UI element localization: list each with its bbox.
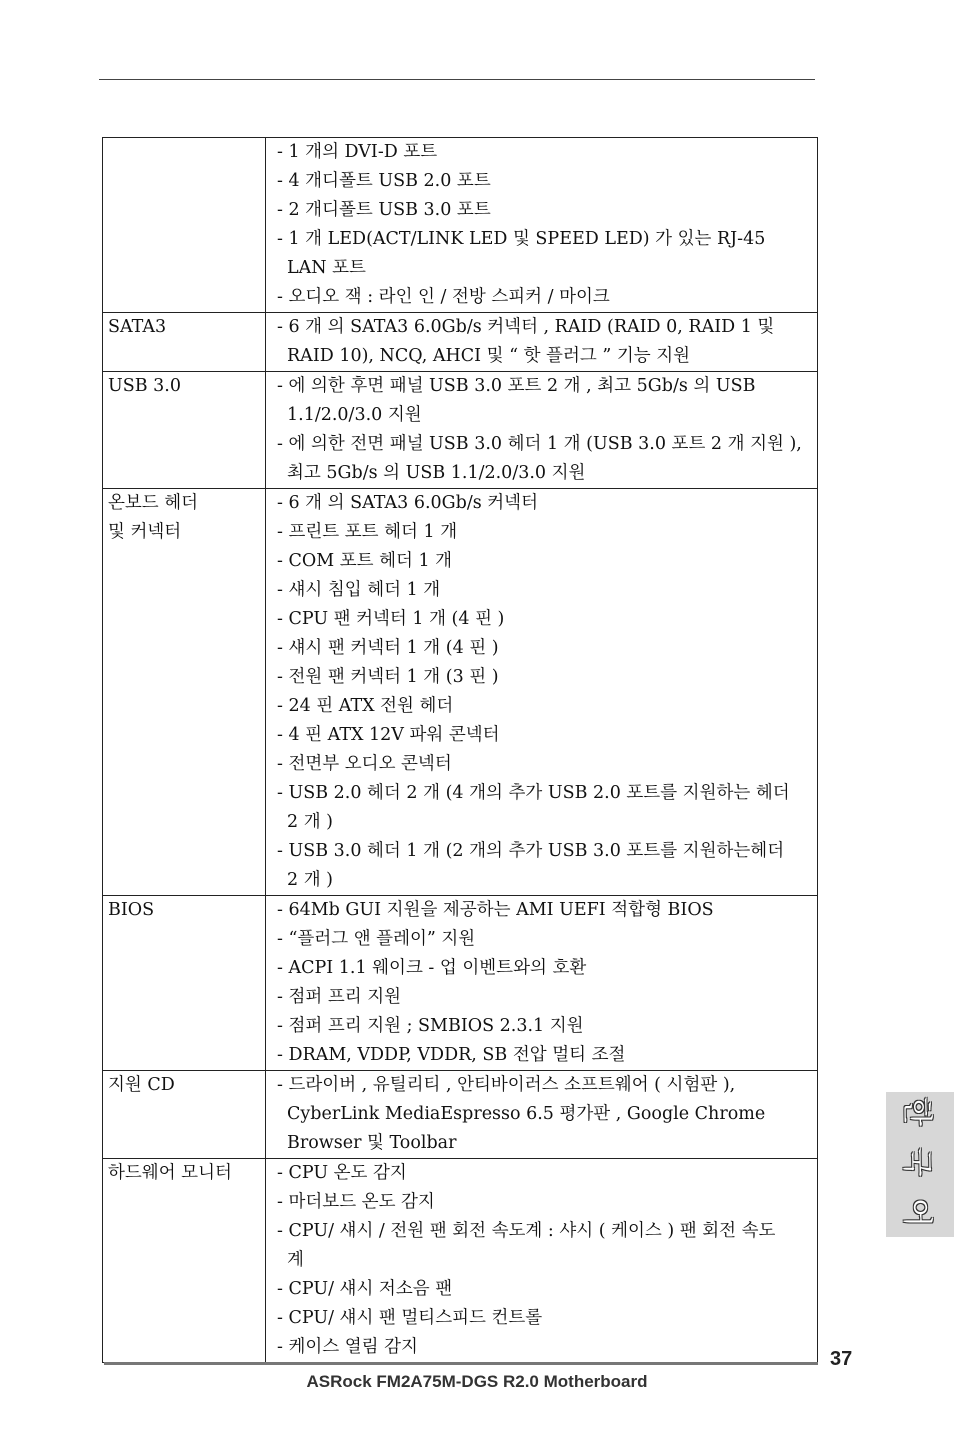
spec-line: - 섀시 팬 커넥터 1 개 (4 핀 ) (277, 638, 499, 658)
spec-label-cell (103, 313, 266, 372)
spec-line: - 4 핀 ATX 12V 파워 콘넥터 (277, 725, 500, 745)
spec-label-cell (103, 372, 266, 489)
spec-line: - 점퍼 프리 지원 (277, 987, 402, 1007)
spec-line: - 전원 팬 커넥터 1 개 (3 핀 ) (277, 667, 499, 687)
spec-line: - 에 의한 후면 패널 USB 3.0 포트 2 개 , 최고 5Gb/s 의 USB (277, 376, 756, 396)
spec-label: 지원 CD (108, 1075, 175, 1095)
spec-line: - CPU 팬 커넥터 1 개 (4 핀 ) (277, 609, 505, 629)
spec-line: 최고 5Gb/s 의 USB 1.1/2.0/3.0 지원 (287, 463, 586, 483)
spec-line: - 2 개디폴트 USB 3.0 포트 (277, 200, 491, 220)
spec-line: 1.1/2.0/3.0 지원 (287, 405, 422, 425)
spec-line: - 마더보드 온도 감지 (277, 1192, 435, 1212)
spec-line: - CPU/ 섀시 저소음 팬 (277, 1279, 453, 1299)
spec-line: RAID 10), NCQ, AHCI 및 “ 핫 플러그 ” 기능 지원 (287, 346, 691, 366)
spec-label: 하드웨어 모니터 (108, 1163, 232, 1183)
spec-line: - “플러그 앤 플레이” 지원 (277, 929, 476, 949)
footer-product-name: ASRock FM2A75M-DGS R2.0 Motherboard (306, 1372, 648, 1391)
spec-line: 계 (287, 1250, 304, 1270)
spec-row (103, 489, 818, 896)
spec-label: 및 커넥터 (108, 522, 182, 542)
spec-line: - USB 2.0 헤더 2 개 (4 개의 추가 USB 2.0 포트를 지원하는 헤더 (277, 783, 790, 803)
spec-value-cell (266, 138, 818, 313)
spec-label-cell (103, 138, 266, 313)
spec-line: - 에 의한 전면 패널 USB 3.0 헤더 1 개 (USB 3.0 포트 2 개 지원 ), (277, 434, 802, 454)
spec-label-cell (103, 1071, 266, 1159)
spec-value-cell (266, 313, 818, 372)
spec-line: - USB 3.0 헤더 1 개 (2 개의 추가 USB 3.0 포트를 지원하는헤더 (277, 841, 785, 861)
spec-line: - 프린트 포트 헤더 1 개 (277, 522, 458, 542)
spec-line: Browser 및 Toolbar (287, 1133, 457, 1153)
language-tab (886, 1092, 954, 1237)
spec-line: - 드라이버 , 유틸리티 , 안티바이러스 소프트웨어 ( 시험판 ), (277, 1075, 736, 1095)
spec-label-cell (103, 1159, 266, 1363)
spec-line: - 4 개디폴트 USB 2.0 포트 (277, 171, 491, 191)
spec-row (103, 138, 818, 313)
spec-value-cell (266, 489, 818, 896)
spec-line: - 6 개 의 SATA3 6.0Gb/s 커넥터 (277, 493, 538, 513)
spec-value-cell (266, 1159, 818, 1363)
spec-line: - 케이스 열림 감지 (277, 1337, 418, 1357)
spec-row (103, 896, 818, 1071)
spec-row (103, 1159, 818, 1363)
page-number: 37 (830, 1348, 853, 1370)
spec-line: - ACPI 1.1 웨이크 - 업 이벤트와의 호환 (277, 958, 587, 978)
spec-value-cell (266, 896, 818, 1071)
spec-line: - 전면부 오디오 콘넥터 (277, 754, 452, 774)
spec-label-cell (103, 896, 266, 1071)
spec-value-cell (266, 372, 818, 489)
spec-line: - 64Mb GUI 지원을 제공하는 AMI UEFI 적합형 BIOS (277, 900, 714, 920)
spec-line: - CPU/ 섀시 팬 멀티스피드 컨트롤 (277, 1308, 543, 1328)
spec-line: LAN 포트 (287, 258, 366, 278)
spec-table (102, 137, 818, 1363)
spec-line: 2 개 ) (287, 812, 333, 832)
spec-line: - 오디오 잭 : 라인 인 / 전방 스피커 / 마이크 (277, 287, 610, 307)
spec-line: - 점퍼 프리 지원 ; SMBIOS 2.3.1 지원 (277, 1016, 584, 1036)
spec-line: - 1 개의 DVI-D 포트 (277, 142, 438, 162)
header-rule (99, 79, 815, 80)
spec-value-cell (266, 1071, 818, 1159)
spec-line: - COM 포트 헤더 1 개 (277, 551, 453, 571)
spec-row (103, 1071, 818, 1159)
spec-row (103, 313, 818, 372)
spec-line: 2 개 ) (287, 870, 333, 890)
spec-label: BIOS (108, 900, 155, 920)
spec-row (103, 372, 818, 489)
spec-label: USB 3.0 (108, 376, 181, 396)
spec-line: - CPU 온도 감지 (277, 1163, 407, 1183)
spec-line: - 6 개 의 SATA3 6.0Gb/s 커넥터 , RAID (RAID 0, RAID 1 및 (277, 317, 775, 337)
spec-line: CyberLink MediaEspresso 6.5 평가판 , Google Chrome (287, 1104, 766, 1124)
spec-line: - DRAM, VDDP, VDDR, SB 전압 멀티 조절 (277, 1045, 626, 1065)
spec-line: - 24 핀 ATX 전원 헤더 (277, 696, 454, 716)
spec-line: - 1 개 LED(ACT/LINK LED 및 SPEED LED) 가 있는 RJ-45 (277, 229, 766, 249)
language-tab-label: 한 국 어 (899, 1096, 934, 1233)
spec-line: - CPU/ 섀시 / 전원 팬 회전 속도계 : 샤시 ( 케이스 ) 팬 회전 속도 (277, 1221, 776, 1241)
spec-label: 온보드 헤더 (108, 493, 199, 513)
spec-label: SATA3 (108, 317, 167, 337)
spec-table-body (103, 138, 818, 1363)
footer-rule (104, 1362, 818, 1365)
spec-line: - 섀시 침입 헤더 1 개 (277, 580, 441, 600)
spec-label-cell (103, 489, 266, 896)
